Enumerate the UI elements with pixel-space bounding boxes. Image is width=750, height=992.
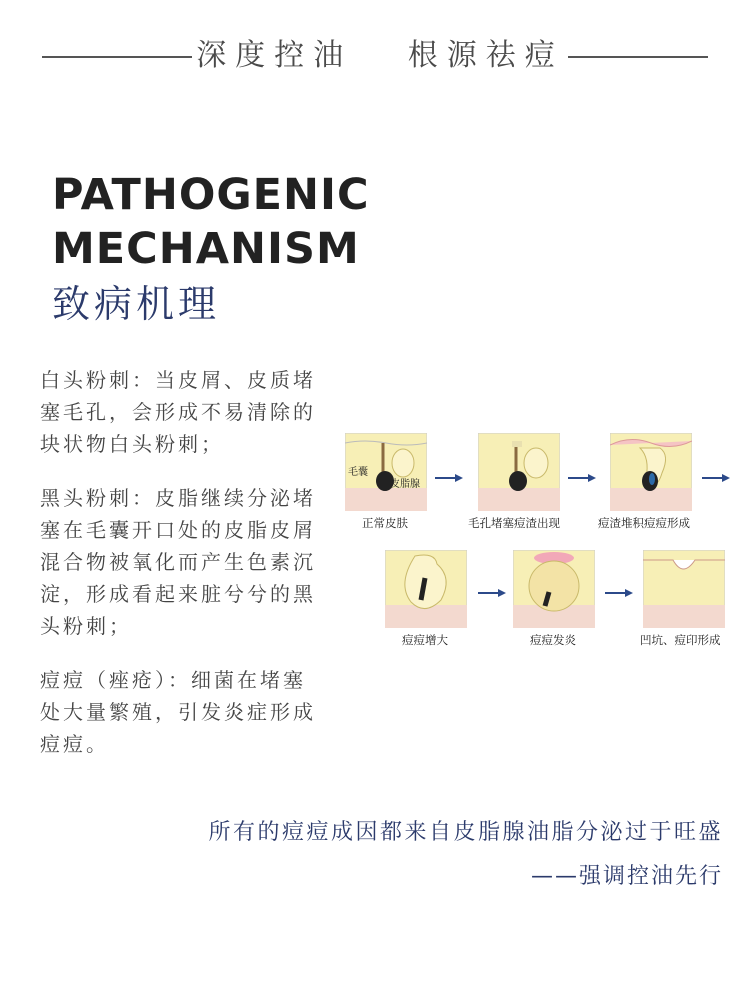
desc-blackhead: 黑头粉刺：皮脂继续分泌堵塞在毛囊开口处的皮脂皮屑混合物被氧化而产生色素沉淀，形成看起来脏兮兮的黑头粉刺；	[40, 486, 316, 638]
label-follicle: 毛囊	[348, 467, 368, 478]
stage-enlarged-illustration	[385, 550, 467, 628]
summary-statement: 所有的痘痘成因都来自皮脂腺油脂分泌过于旺盛	[208, 820, 723, 845]
stage-scar-illustration	[643, 550, 725, 628]
flow-arrow-1	[435, 473, 465, 483]
acne-formation-diagram	[340, 425, 735, 655]
description-block	[40, 364, 325, 782]
stage-inflamed-illustration	[513, 550, 595, 628]
desc-acne: 痘痘（痤疮）：细菌在堵塞处大量繁殖，引发炎症形成痘痘。	[40, 668, 316, 756]
caption-debris-accumulation: 痘渣堆积痘痘形成	[598, 516, 690, 530]
caption-scar: 凹坑、痘印形成	[640, 633, 721, 647]
desc-whitehead: 白头粉刺：当皮屑、皮质堵塞毛孔，会形成不易清除的块状物白头粉刺；	[40, 368, 316, 456]
flow-arrow-5	[605, 588, 635, 598]
summary-emphasis: ——强调控油先行	[530, 864, 723, 889]
stage-pore-blocked-illustration	[478, 433, 560, 511]
english-title	[52, 168, 370, 276]
caption-normal-skin: 正常皮肤	[362, 516, 408, 530]
header-title: 深度控油 根源祛痘	[196, 38, 564, 73]
flow-arrow-3	[702, 473, 732, 483]
english-title-line2: MECHANISM	[52, 224, 360, 274]
stage-debris-accumulation-illustration	[610, 433, 692, 511]
chinese-title: 致病机理	[52, 282, 221, 326]
label-sebaceous: 皮脂腺	[390, 479, 420, 490]
header-left-rule	[42, 56, 192, 58]
english-title-line1: PATHOGENIC	[52, 170, 370, 220]
section-header	[0, 36, 750, 76]
flow-arrow-2	[568, 473, 598, 483]
caption-pore-blocked: 毛孔堵塞痘渣出现	[468, 516, 560, 530]
header-right-rule	[568, 56, 708, 58]
caption-enlarged: 痘痘增大	[402, 633, 448, 647]
flow-arrow-4	[478, 588, 508, 598]
caption-inflamed: 痘痘发炎	[530, 633, 576, 647]
